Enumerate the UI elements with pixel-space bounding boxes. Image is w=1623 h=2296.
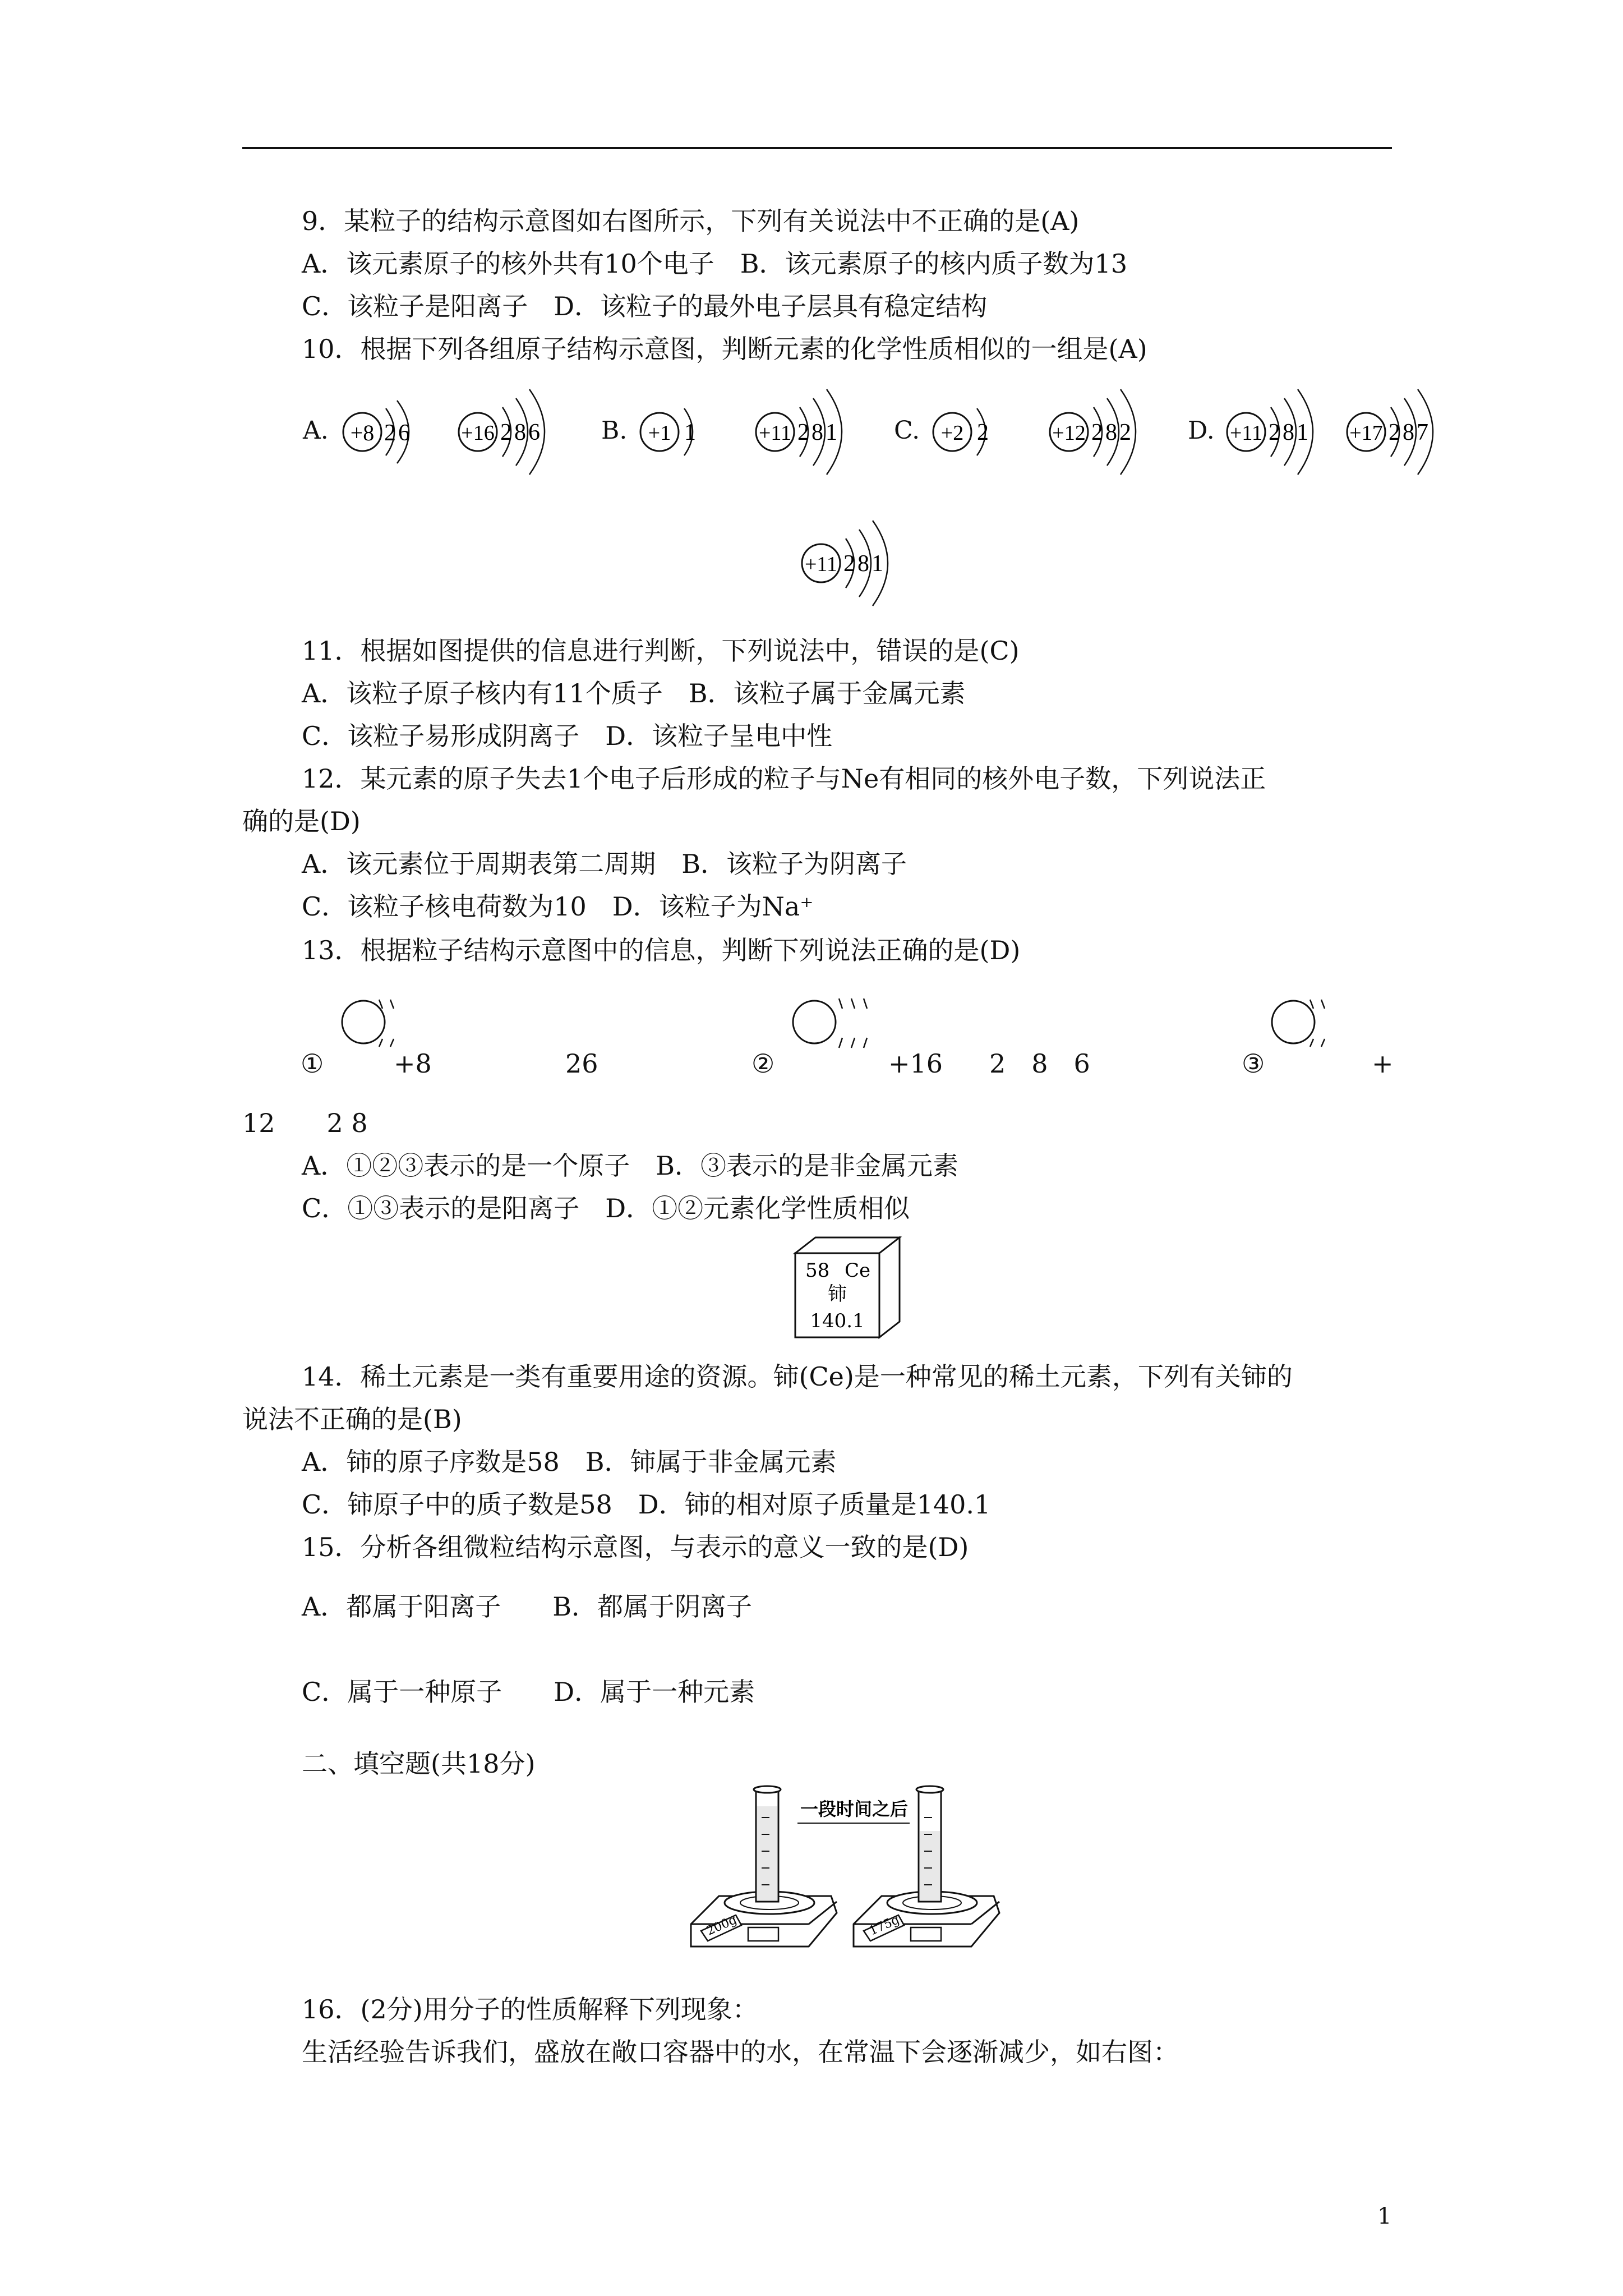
q10-b1-nucleus: +1 bbox=[648, 421, 671, 445]
q10-option-b-label: B. bbox=[601, 416, 628, 445]
q14-cell-name: 铈 bbox=[828, 1283, 847, 1305]
q10-atom-a1 bbox=[336, 387, 426, 477]
header-rule bbox=[242, 147, 1392, 149]
q14-element-cell bbox=[791, 1234, 914, 1341]
section-2-title: 二、填空题(共18分) bbox=[302, 1749, 536, 1779]
q15-options-ab: A．都属于阳离子 B．都属于阴离子 bbox=[302, 1591, 753, 1622]
q10-b2-shells: 281 bbox=[797, 420, 840, 445]
q10-c1-shells: 2 bbox=[977, 420, 989, 445]
q10-option-c-label: C. bbox=[894, 416, 920, 445]
q10-d2-nucleus: +17 bbox=[1349, 421, 1383, 445]
q15-stem: 15．分析各组微粒结构示意图，与表示的意义一致的是(D) bbox=[302, 1532, 969, 1562]
q13-label-1: ① bbox=[301, 1048, 324, 1079]
q14-options-cd: C．铈原子中的质子数是58 D．铈的相对原子质量是140.1 bbox=[302, 1489, 991, 1520]
q13-options-cd: C．①③表示的是阳离子 D．①②元素化学性质相似 bbox=[302, 1193, 910, 1223]
q16-stem: 16．(2分)用分子的性质解释下列现象： bbox=[302, 1994, 758, 2024]
q10-d2-shells: 287 bbox=[1389, 420, 1431, 445]
q10-d1-nucleus: +11 bbox=[1229, 421, 1263, 445]
q11-nucleus: +11 bbox=[804, 553, 838, 576]
q10-atom-c1 bbox=[926, 393, 999, 477]
q11-stem: 11．根据如图提供的信息进行判断，下列说法中，错误的是(C) bbox=[302, 636, 1020, 666]
q14-stem-line2: 说法不正确的是(B) bbox=[242, 1404, 462, 1434]
q12-options-ab: A．该元素位于周期表第二周期 B．该粒子为阴离子 bbox=[302, 849, 907, 879]
q10-d1-shells: 281 bbox=[1269, 420, 1311, 445]
q10-a1-shells: 26 bbox=[384, 420, 412, 446]
q12-stem-line1: 12．某元素的原子失去1个电子后形成的粒子与Ne有相同的核外电子数，下列说法正 bbox=[302, 763, 1266, 794]
q11-shells: 281 bbox=[843, 551, 886, 577]
q11-atom-diagram bbox=[795, 505, 924, 617]
q10-b2-nucleus: +11 bbox=[758, 421, 792, 445]
q10-a2-shells: 286 bbox=[500, 420, 542, 445]
q9-options-ab: A．该元素原子的核外共有10个电子 B．该元素原子的核内质子数为13 bbox=[302, 249, 1128, 279]
q10-c2-shells: 282 bbox=[1091, 420, 1133, 445]
q13-shells-2: 2 8 6 bbox=[989, 1048, 1090, 1079]
q10-option-a-label: A. bbox=[303, 416, 329, 445]
q14-stem-line1: 14．稀土元素是一类有重要用途的资源。铈(Ce)是一种常见的稀土元素，下列有关铈的 bbox=[302, 1361, 1293, 1392]
q10-c2-nucleus: +12 bbox=[1052, 421, 1086, 445]
q16-text: 生活经验告诉我们，盛放在敞口容器中的水，在常温下会逐渐减少，如右图： bbox=[302, 2037, 1179, 2067]
q13-diagram-3-continued: 12 2 8 bbox=[242, 1108, 368, 1138]
q9-stem: 9．某粒子的结构示意图如右图所示，下列有关说法中不正确的是(A) bbox=[302, 206, 1080, 236]
q14-options-ab: A．铈的原子序数是58 B．铈属于非金属元素 bbox=[302, 1447, 837, 1477]
q11-options-cd: C．该粒子易形成阴离子 D．该粒子呈电中性 bbox=[302, 721, 833, 751]
q10-a2-nucleus: +16 bbox=[461, 421, 495, 445]
q10-atom-d2 bbox=[1340, 370, 1469, 482]
q13-label-3: ③ bbox=[1242, 1048, 1265, 1079]
q10-atom-c2 bbox=[1043, 370, 1172, 482]
q12-options-cd: C．该粒子核电荷数为10 D．该粒子为Na⁺ bbox=[302, 891, 814, 922]
figure-scale-right-reading: 175g bbox=[867, 1912, 902, 1939]
q12-stem-line2: 确的是(D) bbox=[242, 806, 361, 836]
figure-caption: 一段时间之后 bbox=[800, 1798, 909, 1820]
q13-shells-1: 26 bbox=[565, 1048, 598, 1079]
q14-cell-number: 58 bbox=[805, 1259, 830, 1282]
q10-atom-d1 bbox=[1220, 370, 1349, 482]
q13-options-ab: A．①②③表示的是一个原子 B．③表示的是非金属元素 bbox=[302, 1151, 959, 1181]
q10-atom-a2 bbox=[452, 370, 575, 482]
q13-stem: 13．根据粒子结构示意图中的信息，判断下列说法正确的是(D) bbox=[302, 935, 1021, 965]
q10-atom-b1 bbox=[634, 393, 707, 477]
q9-options-cd: C．该粒子是阳离子 D．该粒子的最外电子层具有稳定结构 bbox=[302, 291, 988, 321]
page-number: 1 bbox=[1377, 2203, 1392, 2229]
q13-nucleus-1: +8 bbox=[394, 1048, 432, 1079]
figure-scale-left-reading: 200g bbox=[704, 1912, 739, 1939]
q10-stem: 10．根据下列各组原子结构示意图，判断元素的化学性质相似的一组是(A) bbox=[302, 334, 1147, 364]
q10-c1-nucleus: +2 bbox=[940, 421, 964, 445]
q14-cell-symbol: Ce bbox=[845, 1259, 871, 1282]
q14-cell-mass: 140.1 bbox=[810, 1310, 865, 1332]
q15-options-cd: C．属于一种原子 D．属于一种元素 bbox=[302, 1677, 755, 1707]
evaporation-figure bbox=[685, 1784, 1022, 1969]
q13-nucleus-3-plus: + bbox=[1372, 1048, 1394, 1079]
q11-options-ab: A．该粒子原子核内有11个质子 B．该粒子属于金属元素 bbox=[302, 678, 966, 708]
q10-atom-b2 bbox=[749, 370, 878, 482]
q10-option-d-label: D. bbox=[1188, 416, 1215, 445]
q13-label-2: ② bbox=[751, 1048, 775, 1079]
q10-a1-nucleus: +8 bbox=[350, 420, 375, 445]
q13-nucleus-2: +16 bbox=[888, 1048, 943, 1079]
q13-diagram-1-shape bbox=[340, 996, 402, 1058]
q13-diagram-3-shape bbox=[1270, 996, 1331, 1058]
q13-diagram-2-shape bbox=[791, 996, 886, 1058]
q10-b1-shells: 1 bbox=[684, 420, 696, 445]
